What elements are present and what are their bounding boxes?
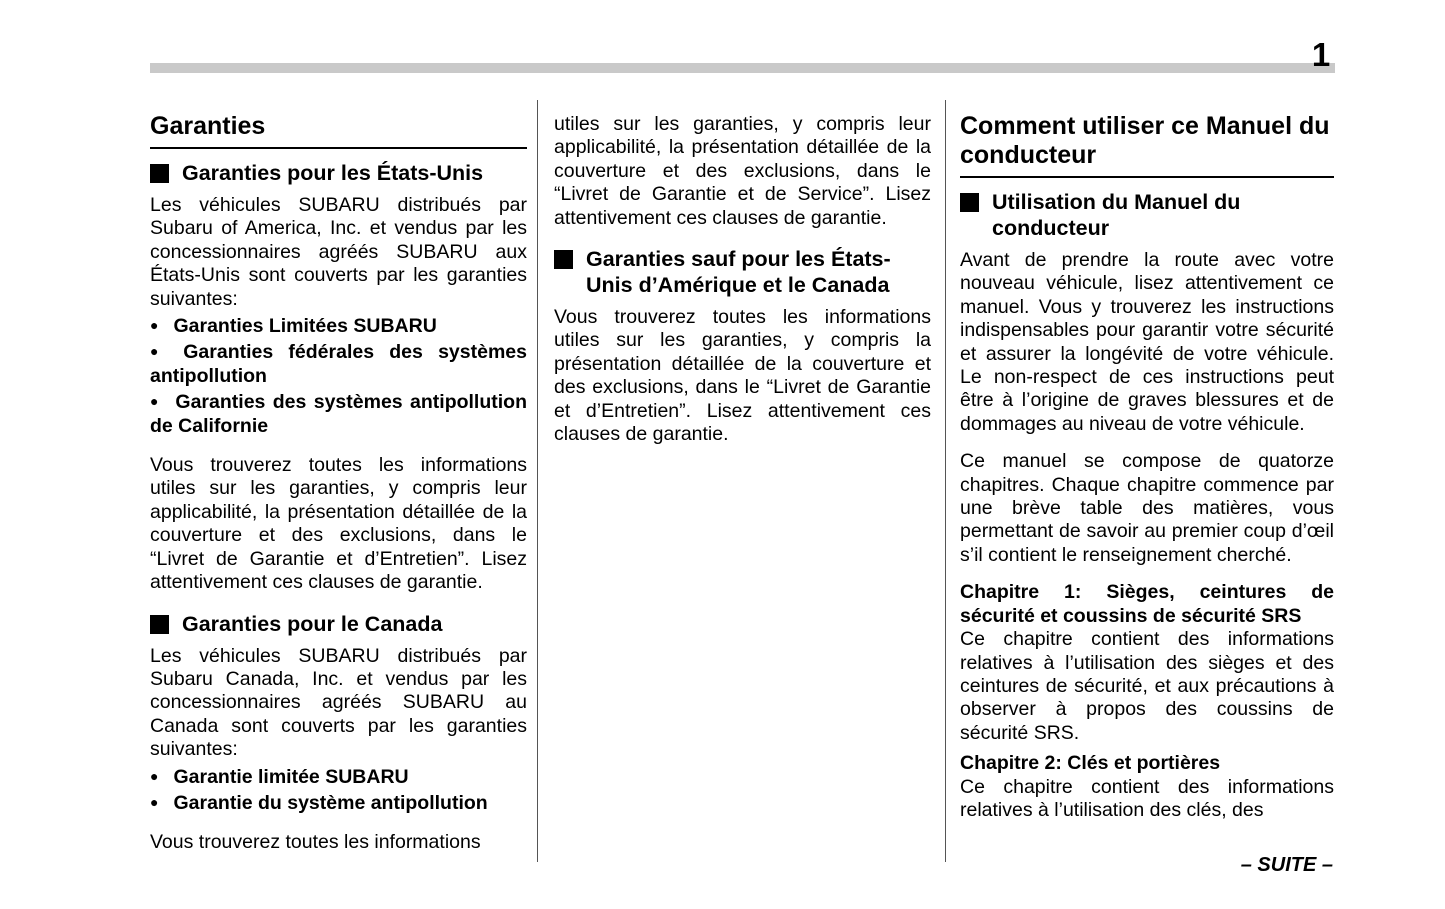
list-item	[150, 390, 527, 438]
section-heading-label: Utilisation du Manuel du conducteur	[992, 190, 1241, 240]
paragraph-canada-intro: Les véhicules SUBARU distribués par Subaru Canada, Inc. et vendus par les concessionnaires agréés SUBARU au Canada sont couverts par les garanties suivantes:	[150, 644, 527, 761]
paragraph-usage-2: Ce manuel se compose de quatorze chapitres. Chaque chapitre commence par une brève table des matières, vous permettant de savoir au premier coup d’œil s’il contient le renseignement cherché.	[960, 450, 1334, 566]
bullet-label: Garanties fédérales des systèmes antipollution	[150, 341, 527, 387]
black-square-icon	[960, 193, 979, 212]
column-divider-1	[537, 100, 538, 862]
list-item	[150, 791, 527, 815]
bullet-label: Garantie du système antipollution	[173, 791, 488, 814]
list-item	[150, 340, 527, 388]
paragraph-us-outro: Vous trouverez toutes les informations utiles sur les garanties, y compris leur applicabilité, la présentation détaillée de la couverture et des exclusions, dans le “Livret de Garantie et d’Entretien”. Lisez attentivement ces clauses de garantie.	[150, 454, 527, 594]
section-heading-label: Garanties sauf pour les États-Unis d’Amérique et le Canada	[586, 247, 891, 298]
section-heading-label: Garanties pour les États-Unis	[182, 161, 484, 185]
paragraph-us-intro: Les véhicules SUBARU distribués par Subaru of America, Inc. et vendus par les concessionnaires agréés SUBARU aux États-Unis sont couverts par les garanties suivantes:	[150, 194, 527, 310]
bullet-list-us	[150, 314, 527, 438]
chapter-body: Ce chapitre contient des informations relatives à l’utilisation des clés, des	[960, 775, 1334, 821]
paragraph-sauf-body: Vous trouverez toutes les informations utiles sur les garanties, y compris la présentation détaillée de la couverture et des exclusions, dans le “Livret de Garantie et d’Entretien”. Lisez attentivement ces clauses de garantie.	[554, 306, 931, 446]
bullet-label: Garantie limitée SUBARU	[173, 765, 409, 788]
bullet-label: Garanties des systèmes antipollution de Californie	[150, 391, 527, 437]
section-heading-label: Garanties pour le Canada	[182, 611, 443, 636]
paragraph-continuation: utiles sur les garanties, y compris leur applicabilité, la présentation détaillée de la couverture et des exclusions, dans le “Livret de Garantie et de Service”. Lisez attentivement ces clauses de garantie.	[554, 113, 931, 229]
paragraph-canada-outro-partial: Vous trouverez toutes les informations	[150, 831, 481, 854]
bullet-icon: ●	[150, 343, 169, 360]
bullet-label: Garanties Limitées SUBARU	[173, 315, 437, 338]
chapter-title: Chapitre 2: Clés et portières	[960, 752, 1221, 775]
black-square-icon	[150, 615, 169, 634]
footer-suite: – SUITE –	[1240, 854, 1333, 876]
section-heading-garanties-canada	[150, 611, 527, 637]
chapter-block-2	[960, 752, 1334, 822]
chapter-body: Ce chapitre contient des informations relatives à l’utilisation des sièges et des ceintures de sécurité, et aux précautions à observer à propos des coussins de sécurité SRS.	[960, 628, 1334, 744]
section-heading-utilisation	[960, 189, 1334, 241]
page-number: 1	[1311, 36, 1331, 73]
paragraph-usage-1: Avant de prendre la route avec votre nouveau véhicule, lisez attentivement ce manuel. Vous y trouverez les instructions indispensables pour garantir votre sécurité et assurer la longévité de votre véhicule. Le non-respect de ces instructions peut être à l’origine de graves blessures et de dommages au niveau de votre véhicule.	[960, 249, 1334, 435]
page-title-garanties: Garanties	[150, 112, 527, 149]
bullet-icon: ●	[150, 793, 159, 810]
section-heading-garanties-etats-unis	[150, 160, 527, 186]
black-square-icon	[150, 164, 169, 183]
bullet-icon: ●	[150, 767, 159, 784]
column-divider-2	[945, 100, 946, 862]
top-rule	[150, 63, 1335, 73]
chapter-title: Chapitre 1: Sièges, ceintures de sécurité et coussins de sécurité SRS	[960, 581, 1334, 627]
column-manual	[960, 112, 1334, 822]
column-garanties	[150, 112, 527, 855]
chapter-block-1	[960, 581, 1334, 745]
column-middle	[554, 113, 931, 446]
page-title-manuel: Comment utiliser ce Manuel du conducteur	[960, 112, 1334, 178]
bullet-icon: ●	[150, 317, 159, 334]
bullet-icon: ●	[150, 393, 161, 410]
list-item	[150, 314, 527, 338]
section-heading-garanties-sauf	[554, 246, 931, 298]
list-item	[150, 765, 527, 789]
black-square-icon	[554, 250, 573, 269]
bullet-list-canada	[150, 765, 527, 816]
